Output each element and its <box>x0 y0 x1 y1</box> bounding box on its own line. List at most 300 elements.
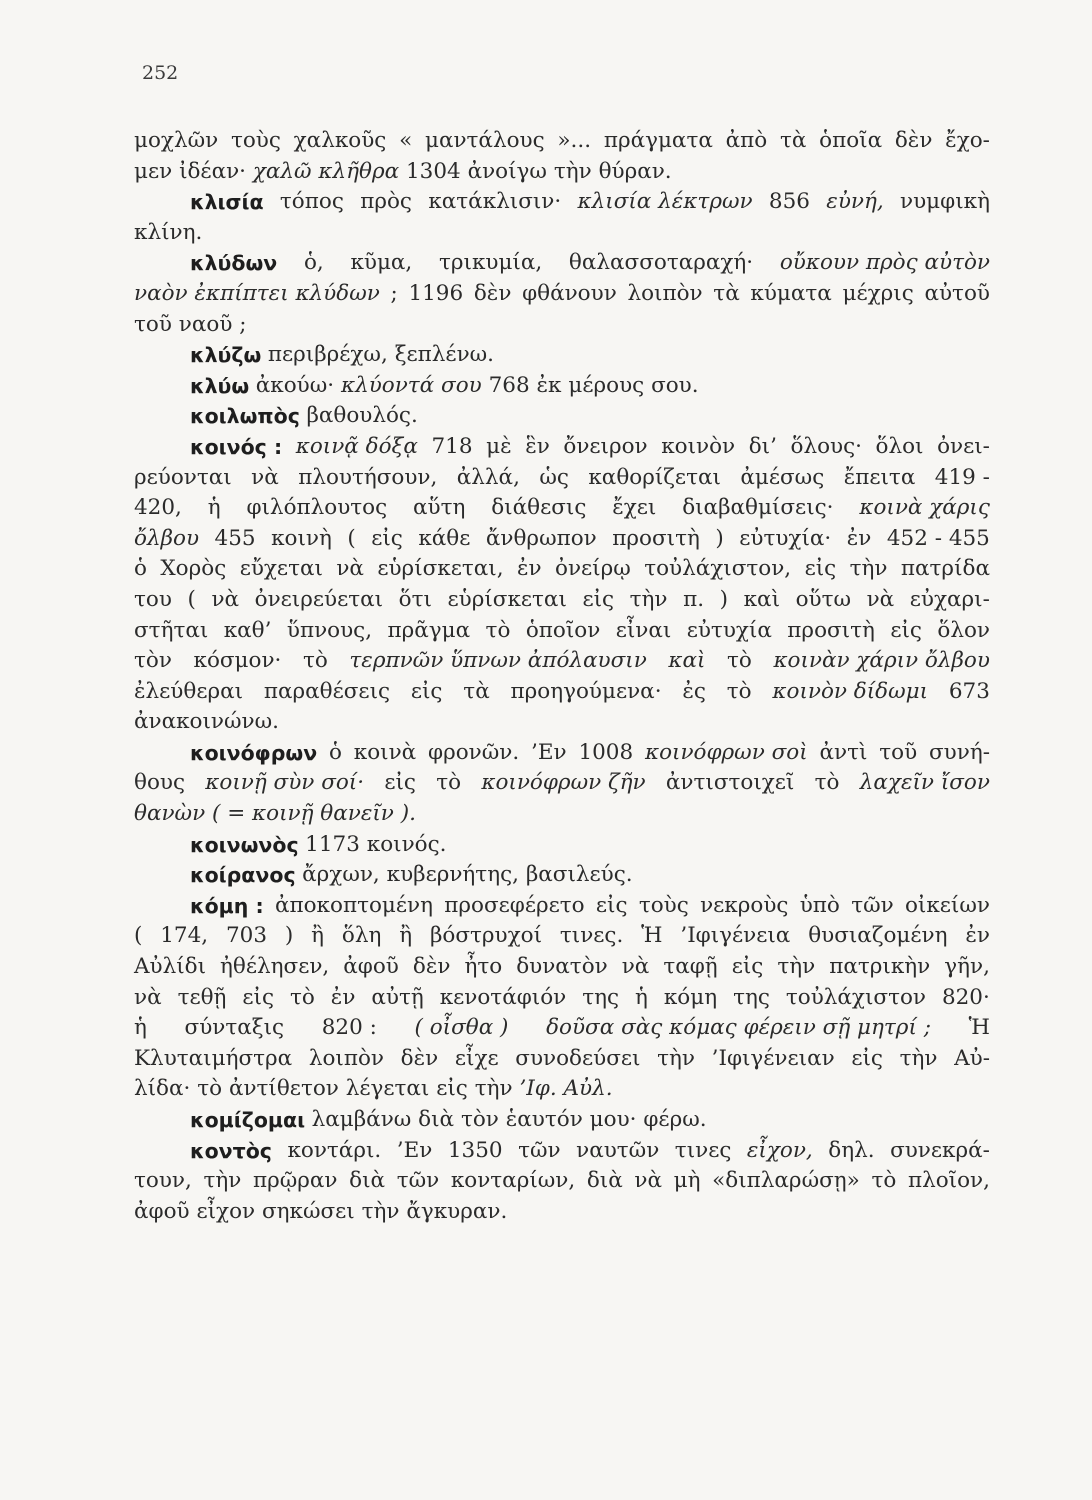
text-line <box>134 401 990 432</box>
word: ἀπὸ <box>725 128 768 153</box>
word: τοὐλάχιστον <box>785 984 926 1010</box>
word: μοχλῶν <box>134 128 219 153</box>
word: κῦμα, <box>350 250 413 276</box>
word: ἐλεύθεραι <box>134 678 244 704</box>
word: μέρους <box>568 372 645 398</box>
word: τὴν <box>361 1198 400 1224</box>
citation-text: δοῦσα σὰς κόμας φέρειν σῇ μητρί ; <box>546 1015 931 1041</box>
word: ἀλλά, <box>456 464 520 490</box>
word: πρᾶγμα <box>387 617 471 643</box>
text-line <box>134 768 990 799</box>
citation-text: εἶχον, <box>746 1137 813 1163</box>
word: τὴν <box>474 1076 513 1102</box>
word: ἄγκυραν. <box>406 1198 508 1224</box>
word: ἀφοῦ <box>134 1198 190 1224</box>
citation-text: ναὸν ἐκπίπτει κλύδων <box>134 280 380 306</box>
text-line <box>134 157 990 188</box>
word: 673 <box>948 678 990 704</box>
word: 820· <box>941 984 990 1010</box>
word: ἑαυτόν <box>505 1107 583 1132</box>
word: τῶν <box>396 1168 440 1194</box>
word: ὑπὸ <box>799 892 840 918</box>
word: 1304 <box>406 158 461 184</box>
word: ἀμέσως <box>740 464 825 490</box>
text-line <box>134 1013 990 1044</box>
text-line <box>134 799 990 830</box>
text-line <box>134 891 990 922</box>
word: τοὺς <box>638 892 689 918</box>
citation-text: καὶ <box>668 648 706 674</box>
citation-text: εὐνή, <box>826 189 884 215</box>
word: ἀφοῦ <box>343 954 399 980</box>
word: εὐτυχία· <box>739 525 832 551</box>
text-line <box>134 340 990 371</box>
word: νὰ <box>866 586 895 612</box>
word: νὰ <box>336 556 364 582</box>
word: 174, <box>160 923 209 949</box>
word: ἐκ <box>536 372 562 398</box>
citation-text: κλισία λέκτρων <box>577 189 753 215</box>
word: ’Ιφιγένεια <box>680 923 791 949</box>
word: «διπλαρώσῃ» <box>712 1168 860 1194</box>
citation-text: κλύοντά σου <box>340 372 482 398</box>
word: εἰς <box>595 892 628 918</box>
word: ὀνειρεύεται <box>254 586 384 612</box>
word: ἡ <box>635 984 648 1010</box>
word: 703 <box>225 923 268 949</box>
word: δυνατὸν <box>516 954 608 980</box>
word: θους <box>134 770 185 796</box>
word: ἀποκοπτομένη <box>274 892 433 918</box>
headword: κοντὸς <box>190 1138 272 1163</box>
word: τὸ <box>436 770 462 796</box>
word: λοιπὸν <box>308 1045 384 1071</box>
word: ὅλους· <box>790 433 862 459</box>
word: ἄρχων, <box>302 862 380 888</box>
headword: κλύζω <box>190 343 262 368</box>
word: ’Ιφιγένειαν <box>711 1045 835 1071</box>
word: 1008 <box>578 739 634 765</box>
word: Κλυταιμήστρα <box>134 1045 293 1071</box>
word: πατρικὴν <box>829 954 931 980</box>
word: μου· <box>589 1107 637 1132</box>
word: ὅλη <box>341 923 382 949</box>
headword: κομίζομαι <box>190 1108 306 1132</box>
word: Ἡ <box>968 1015 990 1041</box>
word: νὰ <box>634 1168 662 1194</box>
word: Χορὸς <box>160 556 227 582</box>
word: ἀκούω· <box>255 372 335 398</box>
word: τὸ <box>871 1168 897 1194</box>
word: 856 <box>768 189 810 215</box>
word: δὲν <box>894 128 933 153</box>
word: ναυτῶν <box>576 1137 660 1163</box>
text-line <box>134 1166 990 1197</box>
word: ταφῇ <box>663 954 718 980</box>
word: εὑρίσκεται, <box>377 556 504 582</box>
citation-text: κοινὸν δίδωμι <box>772 678 929 704</box>
word: λοιπὸν <box>627 280 703 306</box>
word: εἰς <box>804 556 837 582</box>
word: διὰ <box>586 1168 623 1194</box>
word: σου. <box>651 372 699 398</box>
word: Αὐ- <box>954 1045 990 1071</box>
headword: κοινωνὸς <box>190 832 299 857</box>
word: εἰς <box>242 984 275 1010</box>
word: αὐτῇ <box>371 984 424 1010</box>
word: ἀνοίγω <box>467 158 547 184</box>
word: μεν <box>134 158 173 184</box>
word: εὐτυχία <box>686 617 772 643</box>
word: τῶν <box>518 1137 561 1163</box>
text-line <box>134 279 990 310</box>
word: της <box>733 984 770 1010</box>
word: θαλασσοταραχή· <box>568 250 754 276</box>
text-line <box>134 738 990 769</box>
word: προσεφέρετο <box>444 892 585 918</box>
word: ἄνθρωπον <box>485 525 597 551</box>
word: ἐν <box>516 556 542 582</box>
word: στῆται <box>134 617 209 643</box>
text-line <box>134 585 990 616</box>
word: ὁ, <box>303 250 324 276</box>
word: εἰς <box>384 770 416 796</box>
word: δὲν <box>400 1045 439 1071</box>
word: πράγματα <box>603 128 713 153</box>
word: εἶχε <box>454 1045 499 1071</box>
word: δὲν <box>412 954 451 980</box>
text-line <box>134 554 990 585</box>
word: προσιτὴ <box>612 525 700 551</box>
word: ) <box>719 586 729 612</box>
word: διὰ <box>418 1107 455 1132</box>
word: ἡ <box>134 1015 147 1041</box>
word: ) <box>284 923 294 949</box>
word: τὸ <box>197 1076 223 1102</box>
headword: κλύδων <box>190 251 278 276</box>
word: ἓν <box>525 433 550 459</box>
word: τὸ <box>814 770 840 796</box>
word: τὰ <box>779 128 807 153</box>
word: ἡ <box>207 495 221 521</box>
word: κοινὸν <box>661 433 736 459</box>
headword: κόμη : <box>190 893 264 918</box>
word: ( <box>134 923 143 949</box>
word: καθορίζεται <box>588 464 721 490</box>
word: λέγεται <box>345 1076 430 1102</box>
word: θύραν. <box>598 158 672 184</box>
text-line <box>134 1197 990 1228</box>
word: τοὺς <box>230 128 281 153</box>
word: τῶν <box>851 892 894 918</box>
word: κόσμον· <box>193 648 282 674</box>
word: μέχρις <box>842 280 914 306</box>
word: σηκώσει <box>261 1198 355 1224</box>
word: πλουτήσουν, <box>298 464 438 490</box>
headword: κλύω <box>190 373 250 398</box>
word: τὴν <box>777 954 816 980</box>
word: ναοῦ <box>178 311 233 337</box>
citation-text: ’Ιφ. Αὐλ. <box>519 1076 613 1102</box>
word: ἔχο- <box>945 128 990 153</box>
word: ὅτι <box>398 586 432 612</box>
word: δι’ <box>748 433 777 459</box>
text-line <box>134 524 990 555</box>
word: εὑρίσκεται <box>447 586 567 612</box>
text-line <box>134 707 990 738</box>
word: τουν, <box>134 1168 192 1194</box>
word: ὅλοι <box>875 433 924 459</box>
word: 768 <box>488 372 530 398</box>
word: φέρω. <box>643 1107 707 1132</box>
word: 420, <box>134 495 182 521</box>
text-line <box>134 218 990 249</box>
word: τὴν <box>849 556 888 582</box>
word: Ἡ <box>641 923 663 949</box>
word: συνοδεύσει <box>515 1045 641 1071</box>
word: ὁποῖον <box>525 617 601 643</box>
word: ἢ <box>311 923 325 949</box>
word: συνεκρά- <box>890 1137 990 1163</box>
word: κοινὴ <box>271 525 332 551</box>
word: τὸ <box>302 648 328 674</box>
word: καθ’ <box>223 617 272 643</box>
word: κάθε <box>418 525 471 551</box>
word: μὴ <box>673 1168 701 1194</box>
word: οἰκείων <box>904 892 990 918</box>
word: εἰς <box>731 954 764 980</box>
text-line <box>134 126 990 157</box>
text-line <box>134 677 990 708</box>
word: τὴν <box>629 586 668 612</box>
word: εὔχεται <box>239 556 323 582</box>
word: νὰ <box>211 586 240 612</box>
citation-text: οὔκουν πρὸς αὐτὸν <box>779 250 990 276</box>
word: τρικυμία, <box>438 250 543 276</box>
word: κυβερνήτης, <box>386 862 519 888</box>
text-line <box>134 493 990 524</box>
word: ἀντιστοιχεῖ <box>665 770 795 796</box>
word: τινες <box>674 1137 732 1163</box>
dictionary-text-body <box>134 126 990 1227</box>
citation-text: τερπνῶν ὕπνων ἀπόλαυσιν <box>349 648 647 674</box>
word: τὸν <box>134 648 172 674</box>
text-line <box>134 1074 990 1105</box>
word: εἰς <box>890 617 922 643</box>
text-line <box>134 616 990 647</box>
word: πρὸς <box>360 189 412 215</box>
word: δὲν <box>473 280 512 306</box>
word: πρῷραν <box>252 1168 338 1194</box>
word: τὰ <box>713 280 740 306</box>
word: γῆν, <box>944 954 990 980</box>
text-line <box>134 860 990 891</box>
word: νὰ <box>251 464 279 490</box>
text-line <box>134 952 990 983</box>
word: ) <box>715 525 724 551</box>
headword: κοινός : <box>190 434 283 459</box>
word: κατάκλισιν· <box>428 189 562 215</box>
word: θυσιαζομένη <box>808 923 948 949</box>
word: ἢ <box>399 923 413 949</box>
word: φθάνουν <box>522 280 617 306</box>
word: π. <box>683 586 705 612</box>
headword: κοίρανος <box>190 863 296 888</box>
word: κονταρίων, <box>450 1168 576 1194</box>
word: τὸ <box>485 617 511 643</box>
word: κύματα <box>750 280 832 306</box>
citation-text: ὄλβου <box>134 525 200 551</box>
word: 452 - 455 <box>886 525 990 551</box>
word: εἶχον <box>196 1198 256 1224</box>
word: νὰ <box>621 954 650 980</box>
text-line <box>134 983 990 1014</box>
word: ὅλον <box>937 617 990 643</box>
word: κλίνη. <box>134 219 203 245</box>
word: ’Εν <box>396 1137 433 1163</box>
word: βασιλεύς. <box>525 862 633 888</box>
word: προηγούμενα· <box>510 678 662 704</box>
word: μαντάλους <box>424 128 545 153</box>
word: ; <box>390 280 398 306</box>
word: ἀνακοινώνω. <box>134 709 279 735</box>
headword: κλισία <box>190 190 264 215</box>
word: κόμη <box>663 984 718 1010</box>
word: τὸν <box>460 1107 499 1132</box>
word: νυμφικὴ <box>900 189 990 215</box>
word: ( <box>187 586 196 612</box>
word: πατρίδα <box>900 556 990 582</box>
text-line <box>134 646 990 677</box>
word: »... <box>557 128 592 153</box>
word: παραθέσεις <box>263 678 391 704</box>
word: τοῦ <box>134 311 172 337</box>
word: κοντάρι. <box>287 1137 382 1163</box>
word: εἶναι <box>615 617 672 643</box>
word: κοινὰ <box>353 739 417 765</box>
text-line <box>134 1136 990 1167</box>
word: τὸ <box>726 678 752 704</box>
word: ἦτο <box>464 954 503 980</box>
word: τεθῇ <box>177 984 227 1010</box>
word: τόπος <box>279 189 344 215</box>
word: καὶ <box>743 586 780 612</box>
word: τὸ <box>289 984 315 1010</box>
word: τὴν <box>203 1168 242 1194</box>
word: ἀντίθετον <box>228 1076 339 1102</box>
word: ἠθέλησεν, <box>220 954 330 980</box>
citation-text: θανὼν ( = κοινῇ θανεῖν ). <box>134 801 416 827</box>
word: του <box>134 586 172 612</box>
word: ; <box>239 311 247 337</box>
word: ἰδέαν· <box>179 158 246 184</box>
word: 455 <box>214 525 256 551</box>
word: ὁ <box>329 739 342 765</box>
word: αὐτοῦ <box>924 280 990 306</box>
word: ἀντὶ <box>819 739 868 765</box>
word: περιβρέχω, <box>267 342 388 368</box>
word: ξεπλένω. <box>394 342 494 368</box>
headword: κοινόφρων <box>190 740 318 765</box>
word: 1173 <box>305 831 360 857</box>
word: τὴν <box>899 1045 938 1071</box>
text-line <box>134 371 990 402</box>
text-line <box>134 463 990 494</box>
word: βαθουλός. <box>306 403 418 429</box>
word: ἔπειτα <box>843 464 916 490</box>
word: ὕπνους, <box>286 617 373 643</box>
text-line <box>134 1044 990 1075</box>
text-line <box>134 921 990 952</box>
word: ἐν <box>846 525 872 551</box>
word: εἰς <box>410 678 443 704</box>
word: τὰ <box>463 678 490 704</box>
word: νεκροὺς <box>700 892 789 918</box>
word: ὡς <box>539 464 569 490</box>
citation-text: κοινᾷ δόξᾳ <box>295 433 418 459</box>
word: « <box>399 128 413 153</box>
citation-text: χαλῶ κλῆθρα <box>252 158 400 184</box>
word: ἐν <box>965 923 990 949</box>
page-number: 252 <box>142 62 179 84</box>
word: 718 <box>431 433 473 459</box>
word: μὲ <box>486 433 512 459</box>
word: ὀνει- <box>937 433 990 459</box>
word: ( <box>347 525 356 551</box>
text-line <box>134 248 990 279</box>
citation-text: ( οἶσθα ) <box>414 1015 509 1041</box>
word: Αὐλίδι <box>134 954 207 980</box>
word: ὀνείρῳ <box>555 556 631 582</box>
citation-text: κοινὰ χάρις <box>859 495 990 521</box>
word: τινες. <box>559 923 624 949</box>
word: ἔχει <box>612 495 657 521</box>
word: αὕτη <box>413 495 466 521</box>
word: διὰ <box>349 1168 386 1194</box>
word: κοινός. <box>366 831 447 857</box>
text-line <box>134 187 990 218</box>
citation-text: κοινόφρων σοὶ <box>645 739 808 765</box>
word: τὸ <box>727 648 752 674</box>
word: ὄνειρον <box>563 433 648 459</box>
word: λίδα· <box>134 1076 191 1102</box>
word: ρεύονται <box>134 464 232 490</box>
word: διάθεσις <box>491 495 587 521</box>
text-line <box>134 310 990 341</box>
word: φιλόπλουτος <box>246 495 388 521</box>
word: ὁ <box>134 556 147 582</box>
text-line <box>134 1105 990 1136</box>
word: ἐν <box>330 984 356 1010</box>
word: ἐς <box>682 678 706 704</box>
word: νὰ <box>134 984 162 1010</box>
word: τοῦ <box>879 739 918 765</box>
word: ’Εν <box>531 739 567 765</box>
word: τὴν <box>553 158 592 184</box>
word: λαμβάνω <box>311 1107 412 1132</box>
word: εἰς <box>436 1076 468 1102</box>
word: δηλ. <box>828 1137 875 1163</box>
citation-text: λαχεῖν ἴσον <box>859 770 990 796</box>
word: εἰς <box>851 1045 883 1071</box>
word: τὴν <box>657 1045 695 1071</box>
text-line <box>134 432 990 463</box>
word: οὕτω <box>795 586 852 612</box>
word: εἰς <box>582 586 615 612</box>
citation-text: κοινόφρων ζῆν <box>481 770 646 796</box>
word: 1196 <box>408 280 464 306</box>
word: βόστρυχοί <box>429 923 543 949</box>
